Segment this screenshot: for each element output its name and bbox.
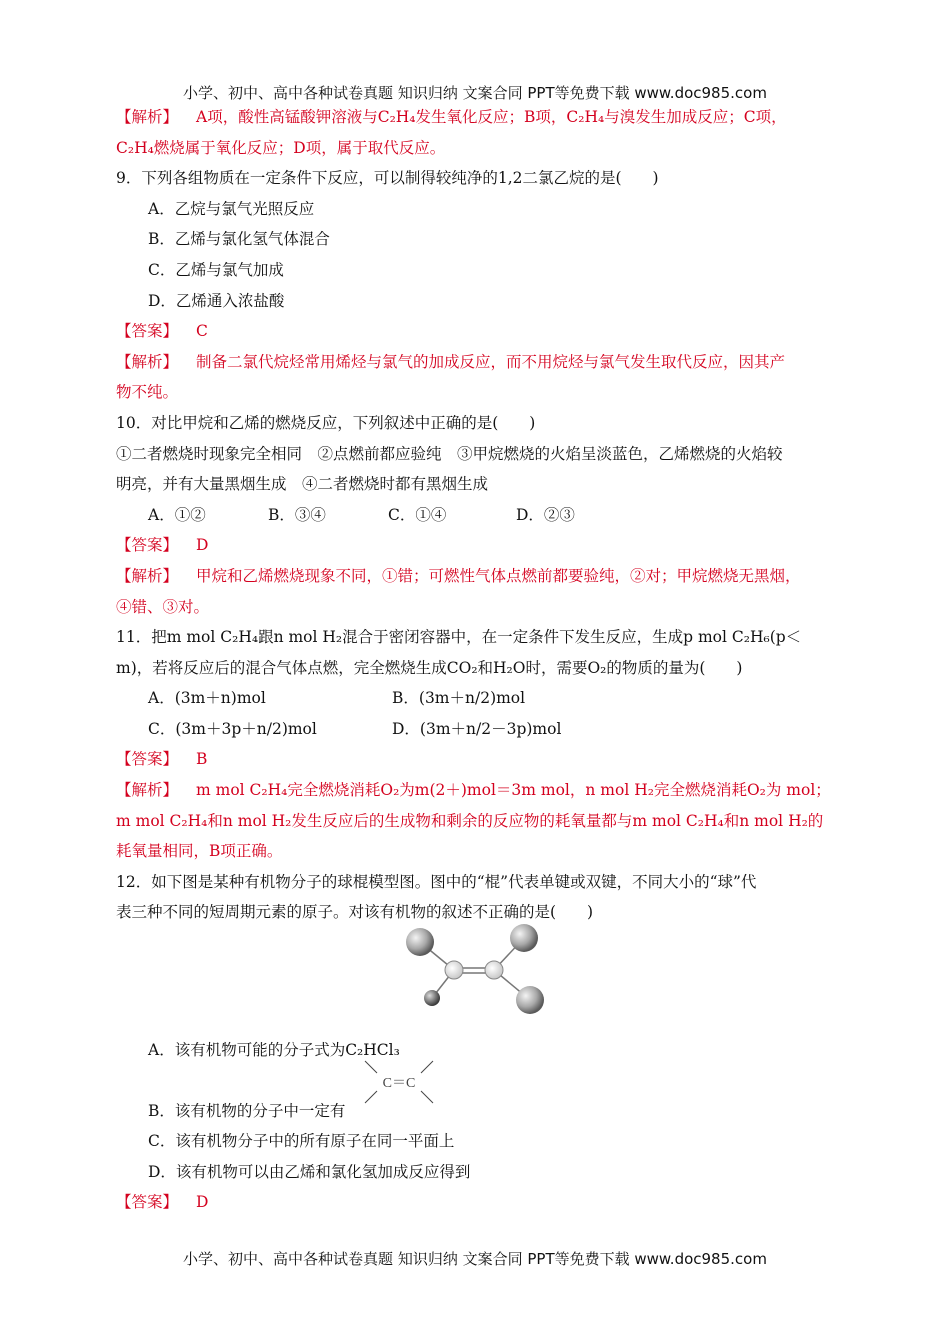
q9-stem: 9．下列各组物质在一定条件下反应，可以制得较纯净的1,2二氯乙烷的是( ) bbox=[116, 169, 659, 188]
q10-answer-value: D bbox=[196, 536, 209, 555]
q9-analysis-line1: 制备二氯代烷烃常用烯烃与氯气的加成反应，而不用烷烃与氯气发生取代反应，因其产 bbox=[196, 352, 786, 371]
q10-statements-line2: 明亮，并有大量黑烟生成 ④二者燃烧时都有黑烟生成 bbox=[116, 475, 489, 494]
q10-analysis-line2: ④错、③对。 bbox=[116, 597, 210, 616]
q11-options-row2 bbox=[116, 714, 846, 745]
prev-analysis-line2: C₂H₄燃烧属于氧化反应；D项，属于取代反应。 bbox=[116, 138, 446, 157]
q10-stem: 10．对比甲烷和乙烯的燃烧反应，下列叙述中正确的是( ) bbox=[116, 413, 536, 432]
q11-option-b: B．(3m＋n/2)mol bbox=[392, 689, 526, 708]
cc-label: C＝C bbox=[382, 1076, 416, 1091]
q12-option-d: D．该有机物可以由乙烯和氯化氢加成反应得到 bbox=[148, 1162, 471, 1181]
page-footer: 小学、初中、高中各种试卷真题 知识归纳 文案合同 PPT等免费下载 www.doc985.com bbox=[183, 1250, 767, 1268]
analysis-label: 【解析】 bbox=[116, 108, 179, 126]
q11-option-c: C．(3m＋3p＋n/2)mol bbox=[148, 719, 317, 738]
q10-options bbox=[116, 500, 846, 531]
q10-analysis-line1: 甲烷和乙烯燃烧现象不同，①错；可燃性气体点燃前都要验纯，②对；甲烷燃烧无黑烟， bbox=[196, 566, 801, 585]
q10-option-b: B．③④ bbox=[268, 505, 326, 524]
q12-stem-line2: 表三种不同的短周期元素的原子。对该有机物的叙述不正确的是( ) bbox=[116, 903, 594, 922]
answer-label: 【答案】 bbox=[116, 536, 179, 555]
q10-option-c: C．①④ bbox=[388, 505, 447, 524]
answer-label: 【答案】 bbox=[116, 322, 179, 341]
q11-answer bbox=[116, 744, 846, 775]
analysis-label: 【解析】 bbox=[116, 781, 179, 800]
q10-option-d: D．②③ bbox=[516, 505, 575, 524]
analysis-label: 【解析】 bbox=[116, 352, 179, 371]
bonds bbox=[420, 938, 530, 1000]
q11-analysis-line2: m mol C₂H₄和n mol H₂发生反应后的生成物和剩余的反应物的耗氧量都与m mol C₂H₄和n mol H₂的 bbox=[116, 811, 824, 830]
atom-small-lower-left bbox=[424, 990, 440, 1006]
q11-analysis bbox=[116, 775, 846, 806]
analysis-label: 【解析】 bbox=[116, 566, 179, 585]
q9-option-a: A．乙烷与氯气光照反应 bbox=[148, 199, 315, 218]
atom-large-lower-right bbox=[516, 986, 544, 1014]
q9-analysis-line2: 物不纯。 bbox=[116, 383, 179, 402]
q11-option-d: D．(3m＋n/2－3p)mol bbox=[392, 719, 562, 738]
q11-answer-value: B bbox=[196, 750, 208, 769]
q12-answer bbox=[116, 1187, 846, 1218]
q10-answer bbox=[116, 530, 846, 561]
q10-statements-line1: ①二者燃烧时现象完全相同 ②点燃前都应验纯 ③甲烷燃烧的火焰呈淡蓝色，乙烯燃烧的火焰较 bbox=[116, 444, 783, 463]
q12-stem-line1: 12．如下图是某种有机物分子的球棍模型图。图中的“棍”代表单键或双键，不同大小的“球”代 bbox=[116, 872, 757, 891]
answer-label: 【答案】 bbox=[116, 750, 179, 769]
q10-option-a: A．①② bbox=[148, 505, 206, 524]
atom-carbon-right bbox=[485, 961, 503, 979]
q9-option-c: C．乙烯与氯气加成 bbox=[148, 260, 284, 279]
atom-large-upper-right bbox=[510, 924, 538, 952]
document-body bbox=[116, 102, 846, 1218]
page-header: 小学、初中、高中各种试卷真题 知识归纳 文案合同 PPT等免费下载 www.doc985.com bbox=[183, 84, 767, 102]
q11-stem-line1: 11．把m mol C₂H₄跟n mol H₂混合于密闭容器中，在一定条件下发生反应，生成p mol C₂H₆(p＜ bbox=[116, 628, 802, 647]
q12-option-c: C．该有机物分子中的所有原子在同一平面上 bbox=[148, 1132, 455, 1151]
atom-large-upper-left bbox=[406, 928, 434, 956]
ball-stick-model-figure bbox=[400, 922, 550, 1032]
answer-label: 【答案】 bbox=[116, 1193, 179, 1212]
q9-option-d: D．乙烯通入浓盐酸 bbox=[148, 291, 285, 310]
q11-options-row1 bbox=[116, 683, 846, 714]
q12-option-b: B．该有机物的分子中一定有 bbox=[148, 1101, 346, 1120]
q11-analysis-line3: 耗氧量相同，B项正确。 bbox=[116, 842, 283, 861]
q12-answer-value: D bbox=[196, 1193, 209, 1212]
cc-spacer bbox=[116, 1066, 846, 1096]
q10-analysis bbox=[116, 561, 846, 592]
q11-stem-line2: m)，若将反应后的混合气体点燃，完全燃烧生成CO₂和H₂O时，需要O₂的物质的量为( ) bbox=[116, 658, 743, 677]
q11-option-a: A．(3m＋n)mol bbox=[148, 689, 266, 708]
q9-analysis bbox=[116, 347, 846, 378]
cc-double-bond-figure bbox=[361, 1059, 437, 1109]
q9-answer bbox=[116, 316, 846, 347]
q9-answer-value: C bbox=[196, 322, 208, 341]
q12-option-a: A．该有机物可能的分子式为C₂HCl₃ bbox=[148, 1041, 400, 1060]
q11-analysis-line1: m mol C₂H₄完全燃烧消耗O₂为m(2＋)mol＝3m mol，n mol H₂完全燃烧消耗O₂为 mol； bbox=[196, 781, 831, 800]
prev-analysis bbox=[116, 102, 846, 133]
prev-analysis-line1: A项，酸性高锰酸钾溶液与C₂H₄发生氧化反应；B项，C₂H₄与溴发生加成反应；C项， bbox=[196, 108, 787, 126]
q9-option-b: B．乙烯与氯化氢气体混合 bbox=[148, 230, 330, 249]
atom-carbon-left bbox=[445, 961, 463, 979]
